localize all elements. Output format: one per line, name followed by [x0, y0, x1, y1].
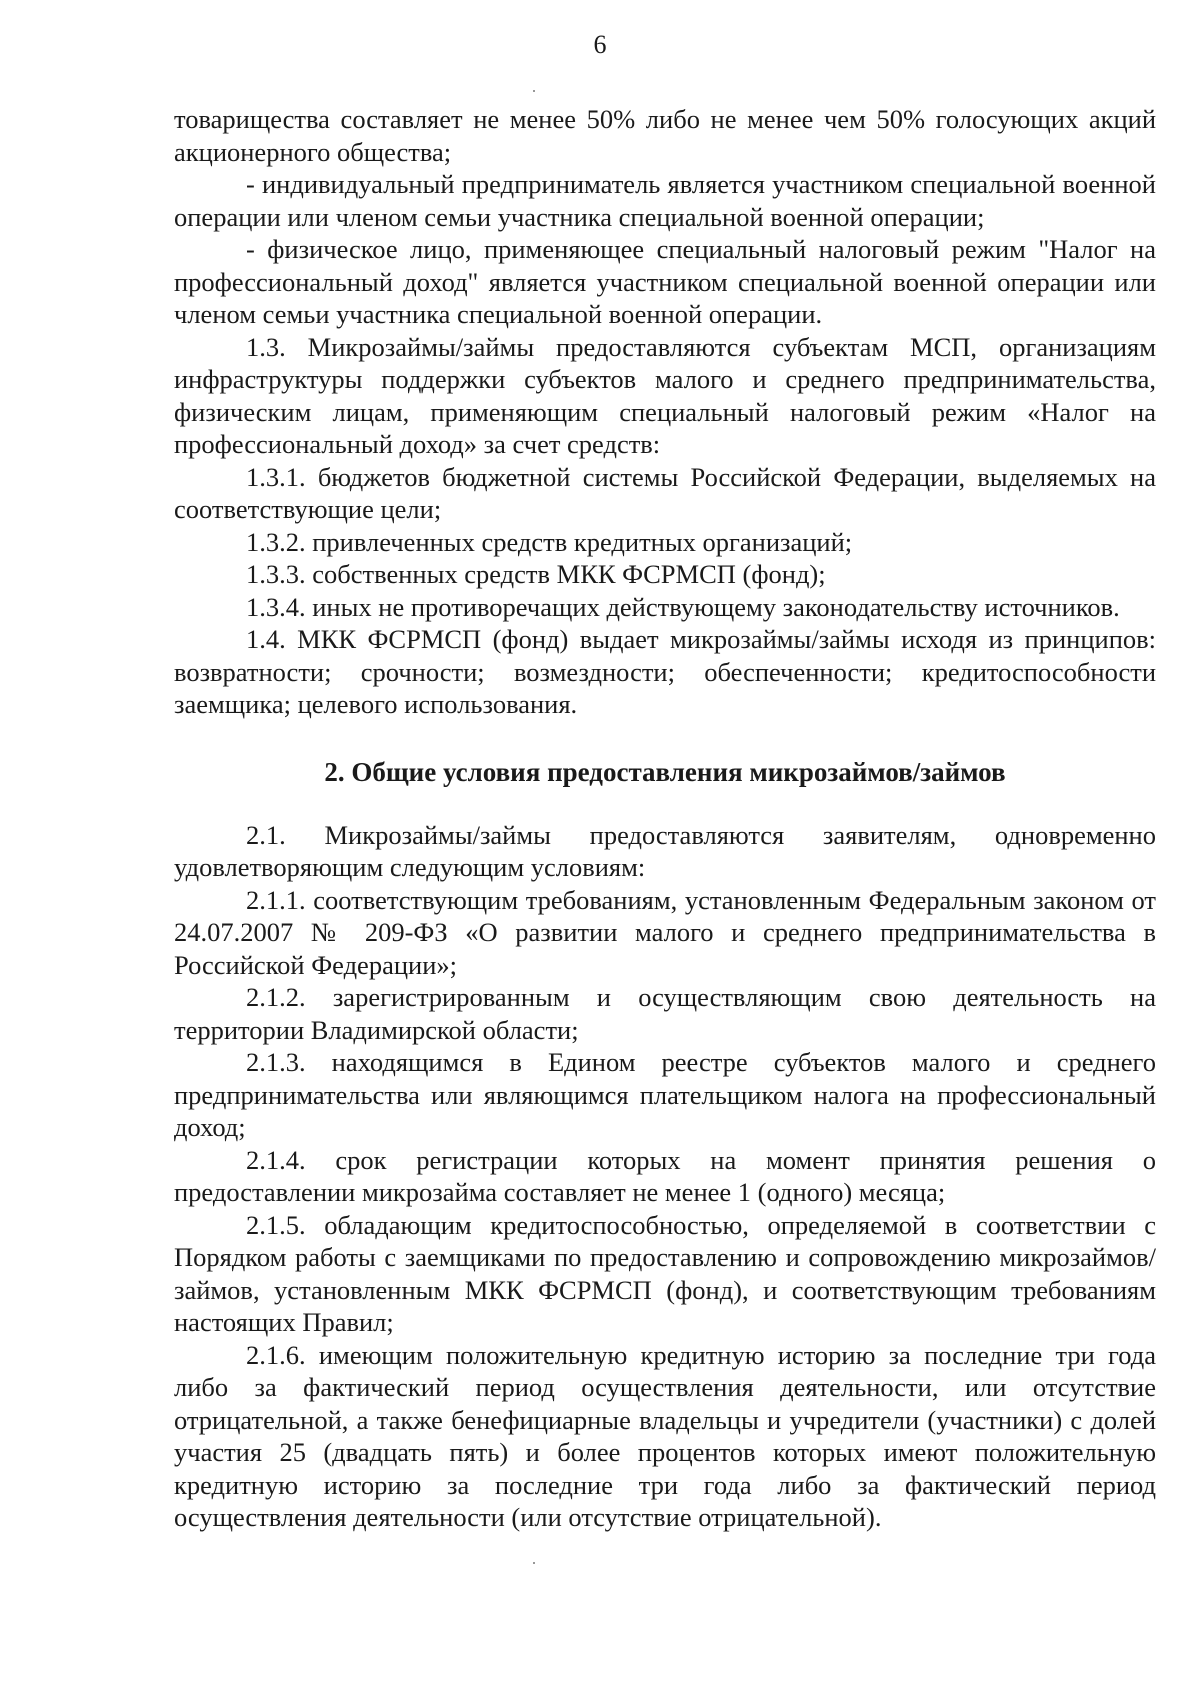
paragraph: 2.1.3. находящимся в Едином реестре субъектов малого и среднего предпринимательства или являющимся плательщиком налога на профессиональный доход; [174, 1047, 1156, 1142]
paragraph: 1.4. МКК ФСРМСП (фонд) выдает микрозаймы/займы исходя из принципов: возвратности; срочности; возмездности; обеспеченности; кредитоспособности заемщика; целевого использования. [174, 624, 1156, 719]
paragraph: 2.1.1. соответствующим требованиям, установленным Федеральным законом от 24.07.2007 № 209-ФЗ «О развитии малого и среднего предпринимательства в Российской Федерации»; [174, 884, 1156, 980]
paragraph: 2.1.2. зарегистрированным и осуществляющим свою деятельность на территории Владимирской области; [174, 982, 1156, 1045]
paragraph: 1.3.1. бюджетов бюджетной системы Российской Федерации, выделяемых на соответствующие цели; [174, 461, 1156, 524]
paragraph: 1.3.2. привлеченных средств кредитных организаций; [246, 526, 853, 557]
paragraph: 2.1.4. срок регистрации которых на момент принятия решения о предоставлении микрозайма составляет не менее 1 (одного) месяца; [174, 1144, 1156, 1207]
paragraph: товарищества составляет не менее 50% либо не менее чем 50% голосующих акций акционерного общества; [174, 104, 1156, 167]
paragraph: 2.1. Микрозаймы/займы предоставляются заявителям, одновременно удовлетворяющим следующим условиям: [174, 819, 1156, 882]
paragraph: 2.1.5. обладающим кредитоспособностью, определяемой в соответствии с Порядком работы с заемщиками по предоставлению и сопровождению микрозаймов/займов, установленным МКК ФСРМСП (фонд), и соответствующим требованиям настоящих Правил; [174, 1209, 1156, 1337]
page-number: 6 [593, 30, 607, 59]
scan-speck [533, 90, 535, 92]
paragraph: 1.3.3. собственных средств МКК ФСРМСП (фонд); [246, 559, 826, 589]
scan-speck [533, 1562, 535, 1564]
paragraph: 1.3. Микрозаймы/займы предоставляются субъектам МСП, организациям инфраструктуры поддержки субъектов малого и среднего предпринимательства, физическим лицам, применяющим специальный налоговый режим «Налог на профессиональный доход» за счет средств: [174, 331, 1156, 459]
document-body [174, 103, 1156, 1534]
paragraph: - индивидуальный предприниматель является участником специальной военной операции или членом семьи участника специальной военной операции; [174, 169, 1156, 232]
paragraph: 1.3.4. иных не противоречащих действующему законодательству источников. [246, 591, 1120, 622]
section-heading: 2. Общие условия предоставления микрозаймов/займов [324, 756, 1006, 787]
paragraph: 2.1.6. имеющим положительную кредитную историю за последние три года либо за фактический период осуществления деятельности, или отсутствие отрицательной, а также бенефициарные владельцы и учредители (участники) с долей участия 25 (двадцать пять) и более процентов которых имеют положительную кредитную историю за последние три года либо за фактический период осуществления деятельности (или отсутствие отрицательной). [174, 1339, 1156, 1532]
paragraph: - физическое лицо, применяющее специальный налоговый режим "Налог на профессиональный доход" является участником специальной военной операции или членом семьи участника специальной военной операции. [174, 234, 1156, 329]
